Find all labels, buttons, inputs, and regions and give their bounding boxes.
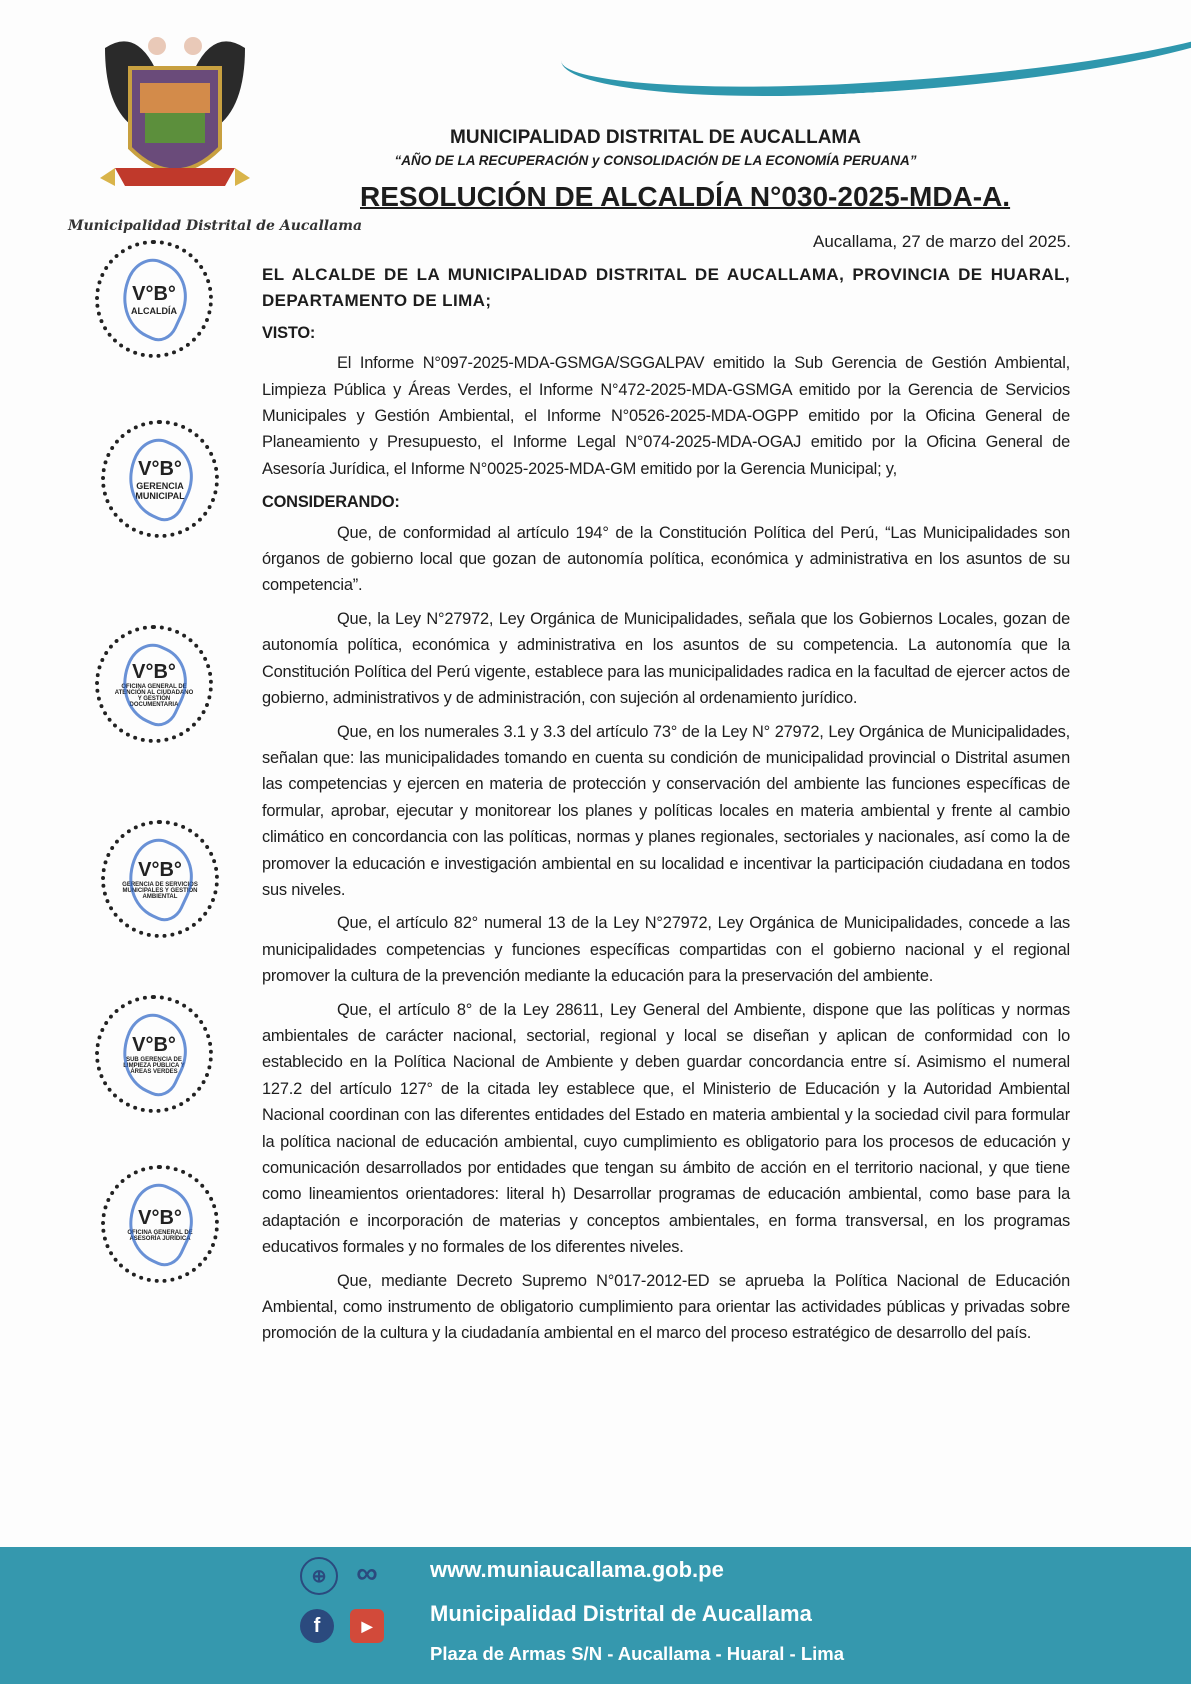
approval-stamp: [95, 240, 213, 358]
handwritten-signature: [114, 831, 206, 928]
considerando-paragraph: Que, en los numerales 3.1 y 3.3 del artículo 73° de la Ley N° 27972, Ley Orgánica de Municipalidades, señalan que: las municipalidades tomando en cuenta su condición de municipalidad provincial o Distrital asumen las competencias y ejercen en materia de protección y conservación del ambiente las funciones específicas de formular, aprobar, ejecutar y monitorear los planes y políticas locales en materia ambiental y frente al cambio climático en concordancia con las políticas, normas y planes regionales, sectoriales y nacionales, así como la de promover la educación e investigación ambiental en su localidad e incentivar la participación ciudadana en todos sus niveles.: [262, 722, 1070, 899]
document-date: Aucallama, 27 de marzo del 2025.: [813, 232, 1071, 251]
considerando-paragraph: Que, el artículo 82° numeral 13 de la Ley N°27972, Ley Orgánica de Municipalidades, concede a las municipalidades competencias y funciones específicas compartidas con el gobierno nacional y el regional promover la cultura de la prevención mediante la educación para la preservación del ambiente.: [262, 914, 1070, 986]
handwritten-signature: [114, 1176, 206, 1273]
approval-stamp: [95, 995, 213, 1113]
stamp-mark: V°B°: [138, 457, 182, 480]
stamp-office: ALCALDÍA: [131, 305, 177, 316]
considerando-paragraph: Que, la Ley N°27972, Ley Orgánica de Municipalidades, señala que los Gobiernos Locales, gozan de autonomía política, económica y administrativa en los asuntos de su competencia. La autonomía que la Constitución Política del Perú vigente, establece para las municipalidades radica en la facultad de ejercer actos de gobierno, administrativos y de administración, con sujeción al ordenamiento jurídico.: [262, 609, 1070, 708]
footer-name: Municipalidad Distrital de Aucallama: [430, 1601, 812, 1626]
stamp-mark: V°B°: [138, 1206, 182, 1229]
logo-caption: Municipalidad Distrital de Aucallama: [68, 218, 363, 234]
handwritten-signature: [108, 251, 200, 348]
stamp-mark: V°B°: [132, 660, 176, 683]
visto-paragraph: El Informe N°097-2025-MDA-GSMGA/SGGALPAV emitido la Sub Gerencia de Gestión Ambiental, Limpieza Pública y Áreas Verdes, el Informe N°472-2025-MDA-GSMGA emitido por la Gerencia de Servicios Municipales y Gestión Ambiental, el Informe N°0526-2025-MDA-OGPP emitido por la Oficina General de Planeamiento y Presupuesto, el Informe Legal N°074-2025-MDA-OGAJ emitido por la Oficina General de Asesoría Jurídica, el Informe N°0025-2025-MDA-GM emitido por la Gerencia Municipal; y,: [262, 354, 1070, 478]
footer-website: www.muniaucallama.gob.pe: [430, 1557, 724, 1582]
decorative-swoosh: [557, 0, 1191, 109]
considerando-paragraph: Que, el artículo 8° de la Ley 28611, Ley General del Ambiente, dispone que las políticas y normas ambientales de carácter nacional, sectorial, regional y local se diseñan y aplican de conformidad con lo establecido en la Política Nacional de Ambiente y deben guardar concordancia entre sí. Asimismo el numeral 127.2 del artículo 127° de la citada ley establece que, el Ministerio de Educación y la Autoridad Ambiental Nacional coordinan con las diferentes entidades del Estado en materia ambiental y la sociedad civil para formular la política nacional de educación ambiental, cuyo cumplimiento es obligatorio para los procesos de educación y comunicación desarrollados por entidades que tengan su ámbito de acción en el territorio nacional, y que tiene como lineamientos orientadores: literal h) Desarrollar programas de educación ambiental, como base para la adaptación e incorporación de materias y conceptos ambientales, en forma transversal, en los programas educativos formales y no formales de los diferentes niveles.: [262, 1000, 1070, 1257]
considerando-paragraph: Que, mediante Decreto Supremo N°017-2012-ED se aprueba la Política Nacional de Educación Ambiental, como instrumento de obligatorio cumplimiento para orientar las actividades públicas y privadas sobre promoción de la cultura y la ciudadanía ambiental en el marco del proceso estratégico de desarrollo del país.: [262, 1271, 1070, 1343]
stamp-mark: V°B°: [132, 1033, 176, 1056]
municipal-coat-of-arms-logo: [95, 28, 255, 213]
facebook-icon: f: [300, 1609, 334, 1643]
stamp-mark: V°B°: [138, 858, 182, 881]
approval-stamp: [101, 420, 219, 538]
globe-icon: ⊕: [300, 1557, 338, 1595]
meta-infinity-icon: ∞: [356, 1557, 378, 1590]
year-motto: “AÑO DE LA RECUPERACIÓN y CONSOLIDACIÓN DE LA ECONOMÍA PERUANA”: [394, 153, 917, 168]
handwritten-signature: [108, 1006, 200, 1103]
document-body: [262, 262, 1070, 1347]
resolution-title: RESOLUCIÓN DE ALCALDÍA N°030-2025-MDA-A.: [360, 181, 1011, 212]
stamp-office: OFICINA GENERAL DE ASESORÍA JURÍDICA: [127, 1229, 193, 1242]
stamp-mark: V°B°: [132, 282, 176, 305]
stamp-office: SUB GERENCIA DE LIMPIEZA PÚBLICA Y ÁREAS VERDES: [123, 1056, 185, 1075]
footer-icons: [300, 1557, 390, 1643]
considerando-paragraph: Que, de conformidad al artículo 194° de la Constitución Política del Perú, “Las Municipalidades son órganos de gobierno local que gozan de autonomía política, económica y administrativa en los asuntos de su competencia”.: [262, 523, 1070, 595]
considerando-heading: CONSIDERANDO:: [262, 493, 400, 512]
stamp-office: GERENCIA DE SERVICIOS MUNICIPALES Y GESTIÓN AMBIENTAL: [122, 881, 198, 900]
approval-stamp: [101, 1165, 219, 1283]
footer-address: Plaza de Armas S/N - Aucallama - Huaral - Lima: [430, 1643, 844, 1664]
institution-name: MUNICIPALIDAD DISTRITAL DE AUCALLAMA: [450, 127, 861, 148]
approval-stamp: [95, 625, 213, 743]
stamp-office: GERENCIA MUNICIPAL: [135, 480, 185, 501]
intro-statement: EL ALCALDE DE LA MUNICIPALIDAD DISTRITAL DE AUCALLAMA, PROVINCIA DE HUARAL, DEPARTAMENTO DE LIMA;: [262, 265, 1070, 311]
visto-heading: VISTO:: [262, 323, 316, 342]
handwritten-signature: [114, 431, 206, 528]
approval-stamp: [101, 820, 219, 938]
youtube-icon: ▶: [350, 1609, 384, 1643]
stamp-office: OFICINA GENERAL DE ATENCIÓN AL CIUDADANO Y GESTIÓN DOCUMENTARIA: [114, 683, 194, 708]
